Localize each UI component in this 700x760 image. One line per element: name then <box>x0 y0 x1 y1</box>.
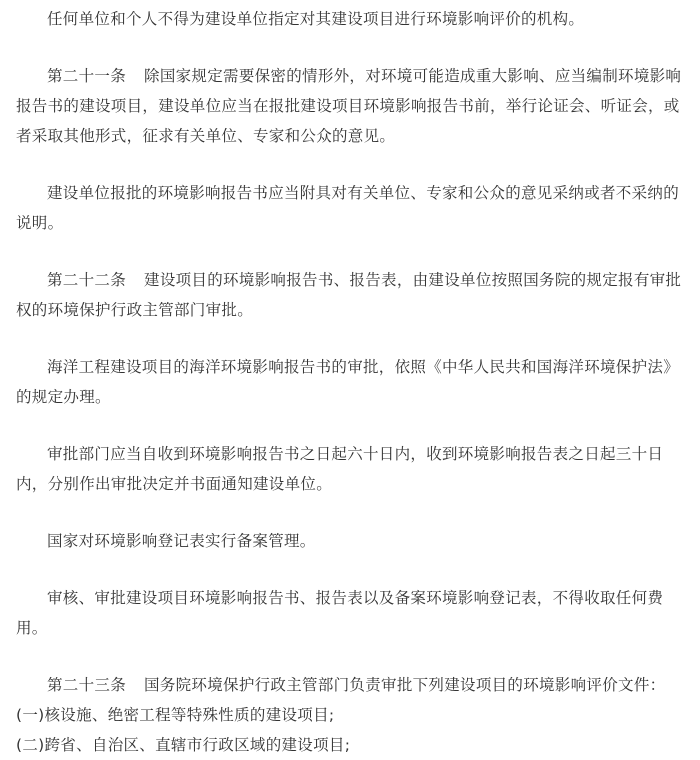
article-number: 第二十二条 <box>47 271 127 289</box>
paragraph-6 <box>16 439 688 499</box>
paragraph-article-21 <box>16 61 688 151</box>
list-item: (一)核设施、绝密工程等特殊性质的建设项目; <box>16 706 335 724</box>
paragraph-3 <box>16 178 688 238</box>
paragraph-7 <box>16 526 688 556</box>
paragraph-text: 审核、审批建设项目环境影响报告书、报告表以及备案环境影响登记表，不得收取任何费用。 <box>16 589 664 637</box>
paragraph-article-22 <box>16 265 688 325</box>
paragraph-text: 海洋工程建设项目的海洋环境影响报告书的审批，依照《中华人民共和国海洋环境保护法》的规定办理。 <box>16 358 680 406</box>
paragraph-5 <box>16 352 688 412</box>
paragraph-article-23 <box>16 670 688 700</box>
paragraph-text: 除国家规定需要保密的情形外，对环境可能造成重大影响、应当编制环境影响报告书的建设项目，建设单位应当在报批建设项目环境影响报告书前，举行论证会、听证会，或者采取其他形式，征求有关单位、专家和公众的意见。 <box>16 67 682 145</box>
article-number: 第二十三条 <box>47 676 127 694</box>
list-item: (二)跨省、自治区、直辖市行政区域的建设项目; <box>16 736 351 754</box>
article-number: 第二十一条 <box>47 67 127 85</box>
paragraph-text: 审批部门应当自收到环境影响报告书之日起六十日内，收到环境影响报告表之日起三十日内，分别作出审批决定并书面通知建设单位。 <box>16 445 664 493</box>
paragraph-text: 建设项目的环境影响报告书、报告表，由建设单位按照国务院的规定报有审批权的环境保护行政主管部门审批。 <box>16 271 682 319</box>
paragraph-text: 国家对环境影响登记表实行备案管理。 <box>47 532 316 550</box>
paragraph-1 <box>16 4 688 34</box>
paragraph-8 <box>16 583 688 643</box>
article-23-list <box>16 700 688 760</box>
paragraph-text: 建设单位报批的环境影响报告书应当附具对有关单位、专家和公众的意见采纳或者不采纳的说明。 <box>16 184 680 232</box>
document-body <box>16 4 688 760</box>
paragraph-text: 国务院环境保护行政主管部门负责审批下列建设项目的环境影响评价文件： <box>144 676 666 694</box>
paragraph-text: 任何单位和个人不得为建设单位指定对其建设项目进行环境影响评价的机构。 <box>47 10 585 28</box>
